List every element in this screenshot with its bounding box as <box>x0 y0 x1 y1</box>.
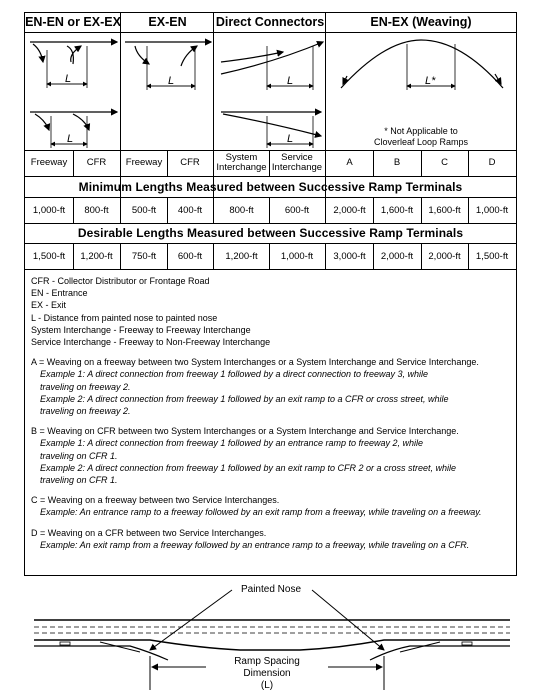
def-b-ex1b: traveling on CFR 1. <box>40 450 118 461</box>
desirable-value-7: 3,000-ft <box>333 250 366 262</box>
col-b: B <box>393 157 401 168</box>
desirable-value-8: 2,000-ft <box>380 250 414 262</box>
def-b: B = Weaving on CFR between two System Interchanges or a System Interchange and Service Interchange. <box>31 426 459 437</box>
header-en-en-ex-ex: EN-EN or EX-EX <box>25 15 121 29</box>
def-c: C = Weaving on a freeway between two Service Interchanges. <box>31 495 280 506</box>
ramp-spacing-table <box>24 12 517 576</box>
col-cfr-1: CFR <box>86 157 107 168</box>
col-system-interchange: System Interchange <box>216 152 267 173</box>
ramp-diagrams <box>25 32 516 150</box>
def-system: System Interchange - Freeway to Freeway Interchange <box>31 324 251 335</box>
dimension-label-2: Dimension <box>243 668 291 679</box>
minimum-value-6: 600-ft <box>284 204 310 216</box>
def-l: L - Distance from painted nose to painted nose <box>31 312 218 323</box>
desirable-value-5: 1,200-ft <box>225 250 258 262</box>
header-ex-en: EX-EN <box>148 15 187 29</box>
def-a-ex1b: traveling on freeway 2. <box>40 381 131 392</box>
col-service-interchange: Service Interchange <box>271 152 323 173</box>
label-l-2: L <box>67 133 74 145</box>
def-a-ex1a: Example 1: A direct connection from freeway 1 followed by a direct connection to freeway 3, while <box>40 369 429 380</box>
def-b-ex1a: Example 1: A direct connection from freeway 1 followed by an entrance ramp to freeway 2, while <box>40 438 424 449</box>
desirable-lengths-title: Desirable Lengths Measured between Successive Ramp Terminals <box>77 226 464 240</box>
col-freeway-2: Freeway <box>125 157 163 168</box>
note-line-2: Cloverleaf Loop Ramps <box>373 137 469 147</box>
label-l-3: L <box>168 75 175 87</box>
dimension-label-3: (L) <box>260 680 274 691</box>
desirable-value-9: 2,000-ft <box>428 250 461 262</box>
header-direct-connectors: Direct Connectors <box>215 15 325 29</box>
desirable-value-3: 750-ft <box>131 250 157 262</box>
desirable-value-2: 1,200-ft <box>80 250 113 262</box>
col-a: A <box>346 157 353 168</box>
note-line-1: * Not Applicable to <box>384 126 458 136</box>
minimum-value-10: 1,000-ft <box>475 204 509 216</box>
painted-nose-label: Painted Nose <box>240 584 302 595</box>
minimum-value-7: 2,000-ft <box>333 204 366 216</box>
minimum-value-5: 800-ft <box>229 204 254 216</box>
desirable-value-1: 1,500-ft <box>32 250 66 262</box>
roadway-diagram <box>0 578 543 693</box>
col-freeway-1: Freeway <box>30 157 68 168</box>
def-en: EN - Entrance <box>31 288 88 299</box>
col-c: C <box>441 157 448 168</box>
minimum-value-3: 500-ft <box>131 204 157 216</box>
dimension-label-1: Ramp Spacing <box>234 656 300 667</box>
def-b-ex2a: Example 2: A direct connection from freeway 1 followed by an exit ramp to CFR 2 or a cross street, while <box>40 462 457 473</box>
minimum-value-9: 1,600-ft <box>428 204 461 216</box>
def-ex: EX - Exit <box>31 300 67 311</box>
col-cfr-2: CFR <box>180 157 200 168</box>
col-d: D <box>488 157 496 168</box>
minimum-lengths-title: Minimum Lengths Measured between Successive Ramp Terminals <box>78 180 463 194</box>
label-l-star: L* <box>425 75 436 87</box>
desirable-value-6: 1,000-ft <box>280 250 314 262</box>
label-l-5: L <box>287 133 294 145</box>
def-b-ex2b: traveling on CFR 1. <box>40 475 118 486</box>
header-en-ex-weaving: EN-EX (Weaving) <box>370 15 472 29</box>
def-a: A = Weaving on a freeway between two System Interchanges or a System Interchange and Service Interchange. <box>31 357 479 368</box>
desirable-value-4: 600-ft <box>177 250 203 262</box>
label-l-4: L <box>287 75 294 87</box>
def-d: D = Weaving on a CFR between two Service Interchanges. <box>31 527 267 538</box>
def-d-ex: Example: An exit ramp from a freeway followed by an entrance ramp to a freeway, while traveling on a CFR. <box>40 539 470 550</box>
def-cfr: CFR - Collector Distributor or Frontage Road <box>31 276 210 286</box>
minimum-value-8: 1,600-ft <box>380 204 414 216</box>
legend <box>31 275 482 551</box>
desirable-value-10: 1,500-ft <box>475 250 509 262</box>
label-l-1: L <box>65 73 72 85</box>
def-c-ex: Example: An entrance ramp to a freeway followed by an exit ramp from a freeway, while traveling on a freeway. <box>40 507 482 518</box>
def-a-ex2b: traveling on freeway 2. <box>40 406 131 417</box>
def-a-ex2a: Example 2: A direct connection from freeway 1 followed by an exit ramp to a CFR or cross street, while <box>40 393 449 404</box>
def-service: Service Interchange - Freeway to Non-Freeway Interchange <box>31 337 271 348</box>
minimum-value-1: 1,000-ft <box>32 204 66 216</box>
minimum-value-4: 400-ft <box>177 204 203 216</box>
minimum-value-2: 800-ft <box>84 204 109 216</box>
